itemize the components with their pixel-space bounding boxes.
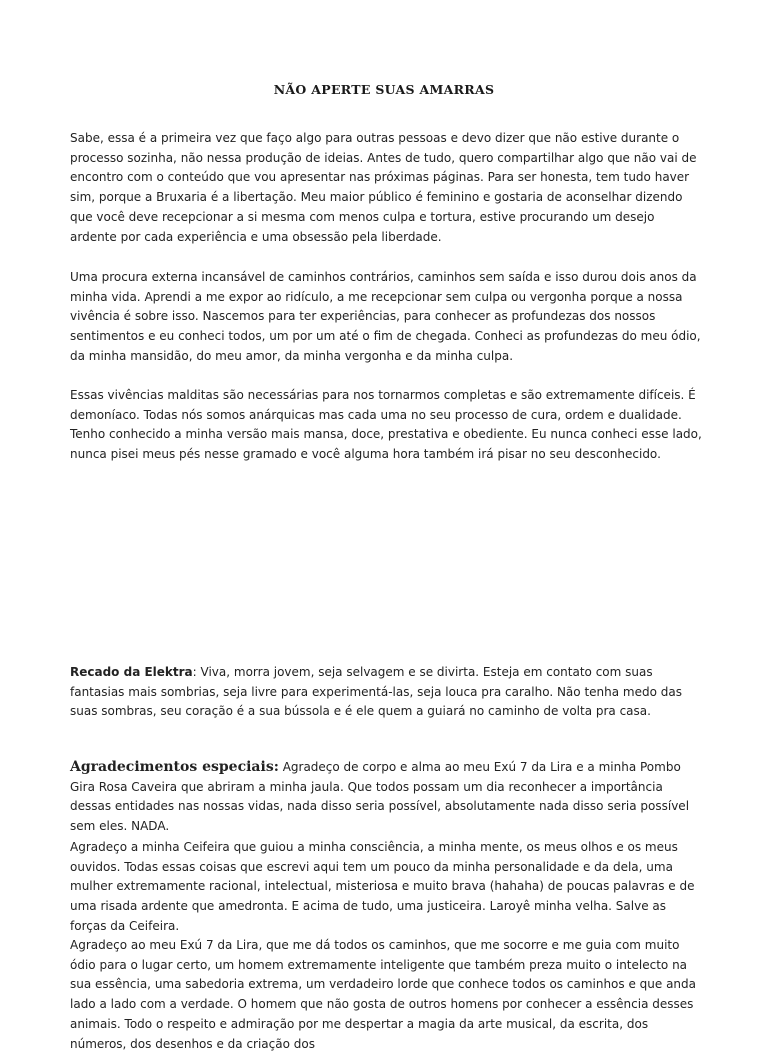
paragraph-experiences: Essas vivências malditas são necessárias para nos tornarmos completas e são extremamente difíceis. É demoníaco. Todas nós somos anárquicas mas cada uma no seu processo de cura, ordem e dualidade. Tenho conhecido a minha versão mais mansa, doce, prestativa e obediente. Eu nunca conheci esse lado, nunca pisei meus pés nesse gramado e você alguma hora também irá pisar no seu desconhecido.: [70, 388, 702, 462]
agradecimentos-text: Agradeço de corpo e alma ao meu Exú 7 da Lira e a minha Pombo Gira Rosa Caveira que abriram a minha jaula. Que todos possam um dia reconhecer a importância dessas entidades nas nossas vidas, nada disso seria possível, absolutamente nada disso seria possível sem eles. NADA.: [70, 760, 690, 834]
document-title: NÃO APERTE SUAS AMARRAS: [273, 82, 495, 97]
paragraph-ceifeira: Agradeço a minha Ceifeira que guiou a minha consciência, a minha mente, os meus olhos e os meus ouvidos. Todas essas coisas que escrevi aqui tem um pouco da minha personalidade e da dela, uma mulher extremamente racional, intelectual, misteriosa e muito brava (hahaha) de poucas palavras e de uma risada ardente que amedronta. E acima de tudo, uma justiceira. Laroyê minha velha. Salve as forças da Ceifeira.: [70, 840, 695, 933]
agradecimentos-heading: Agradecimentos especiais:: [70, 759, 279, 775]
recado-text: : Viva, morra jovem, seja selvagem e se divirta. Esteja em contato com suas fantasias mais sombrias, seja livre para experimentá-las, seja louca pra caralho. Não tenha medo das suas sombras, seu coração é a sua bússola e é ele quem a guiará no caminho de volta pra casa.: [70, 665, 682, 719]
recado-lead: Recado da Elektra: [70, 665, 193, 679]
paragraph-search: Uma procura externa incansável de caminhos contrários, caminhos sem saída e isso durou dois anos da minha vida. Aprendi a me expor ao ridículo, a me recepcionar sem culpa ou vergonha porque a nossa vivência é sobre isso. Nascemos para ter experiências, para conhecer as profundezas dos nossos sentimentos e eu conheci todos, um por um até o fim de chegada. Conheci as profundezas do meu ódio, da minha mansidão, do meu amor, da minha vergonha e da minha culpa.: [70, 270, 701, 363]
paragraph-recado: [70, 663, 702, 722]
paragraph-exu: Agradeço ao meu Exú 7 da Lira, que me dá todos os caminhos, que me socorre e me guia com muito ódio para o lugar certo, um homem extremamente inteligente que também preza muito o intelecto na sua essência, uma sabedoria extrema, um verdadeiro lorde que conhece todos os caminhos e que anda lado a lado com a verdade. O homem que não gosta de outros homens por conhecer a essência desses animais. Todo o respeito e admiração por me despertar a magia da arte musical, da escrita, dos números, dos desenhos e da criação dos: [70, 938, 697, 1051]
paragraph-agradecimentos: [70, 758, 702, 837]
paragraph-intro: Sabe, essa é a primeira vez que faço algo para outras pessoas e devo dizer que não estive durante o processo sozinha, não nessa produção de ideias. Antes de tudo, quero compartilhar algo que não vai de encontro com o conteúdo que vou apresentar nas próximas páginas. Para ser honesta, tem tudo haver sim, porque a Bruxaria é a libertação. Meu maior público é feminino e gostaria de aconselhar dizendo que você deve recepcionar a si mesma com menos culpa e tortura, estive procurando um desejo ardente por cada experiência e uma obsessão pela liberdade.: [70, 131, 697, 244]
